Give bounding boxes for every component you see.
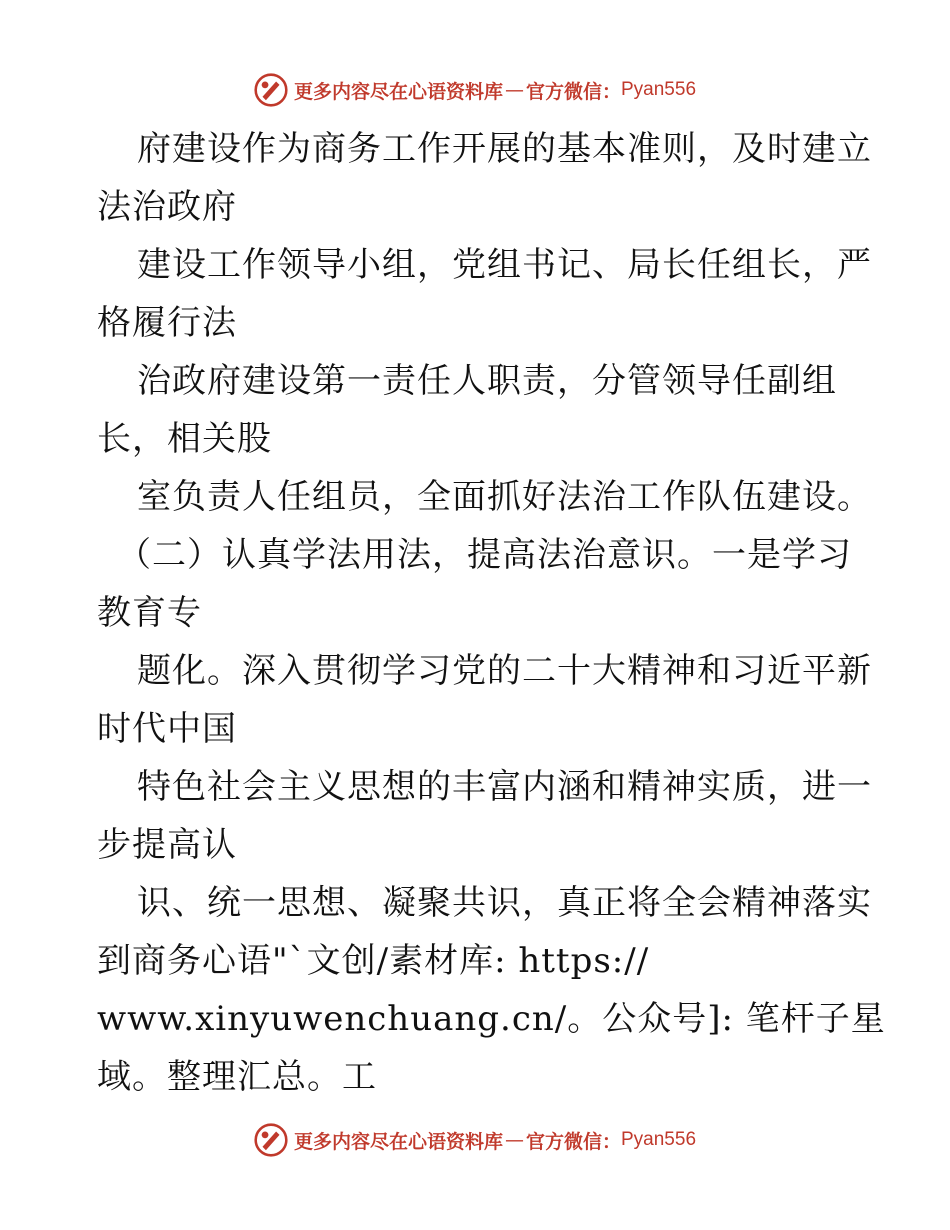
text-line: www.xinyuwenchuang.cn/。公众号]: 笔杆子星 bbox=[97, 999, 886, 1039]
text-line: 识、统一思想、凝聚共识，真正将全会精神落实 bbox=[137, 883, 872, 923]
text-line: 法治政府 bbox=[97, 187, 237, 227]
text-line: 题化。深入贯彻学习党的二十大精神和习近平新 bbox=[137, 651, 872, 691]
banner-dash: — bbox=[504, 1129, 524, 1151]
text-line: 到商务心语"`文创/素材库: https:// bbox=[97, 941, 650, 981]
footer-banner bbox=[0, 1120, 950, 1160]
banner-title: 更多内容尽在心语资料库 bbox=[293, 1130, 503, 1153]
text-line: 室负责人任组员，全面抓好法治工作队伍建设。 bbox=[137, 477, 872, 517]
banner-title: 更多内容尽在心语资料库 bbox=[293, 80, 503, 103]
text-line: 长，相关股 bbox=[97, 419, 272, 459]
banner-dash: — bbox=[504, 79, 524, 101]
pen-logo-icon bbox=[254, 73, 288, 107]
text-line: 教育专 bbox=[97, 593, 202, 633]
text-line: 步提高认 bbox=[97, 825, 237, 865]
banner-wechat-label: 官方微信： bbox=[525, 1130, 621, 1153]
text-line: 府建设作为商务工作开展的基本准则，及时建立 bbox=[137, 129, 872, 169]
document-body bbox=[97, 120, 886, 1106]
header-banner bbox=[0, 70, 950, 110]
text-line: （二）认真学法用法，提高法治意识。一是学习 bbox=[117, 535, 852, 575]
text-line: 特色社会主义思想的丰富内涵和精神实质，进一 bbox=[137, 767, 872, 807]
text-line: 域。整理汇总。工 bbox=[97, 1057, 377, 1097]
text-line: 时代中国 bbox=[97, 709, 237, 749]
banner-wechat-id: Pyan556 bbox=[621, 79, 697, 100]
text-line: 治政府建设第一责任人职责，分管领导任副组 bbox=[137, 361, 837, 401]
text-line: 格履行法 bbox=[97, 303, 237, 343]
text-line: 建设工作领导小组，党组书记、局长任组长，严 bbox=[137, 245, 872, 285]
banner-wechat-label: 官方微信： bbox=[525, 80, 621, 103]
banner-wechat-id: Pyan556 bbox=[621, 1129, 697, 1150]
pen-logo-icon bbox=[254, 1123, 288, 1157]
